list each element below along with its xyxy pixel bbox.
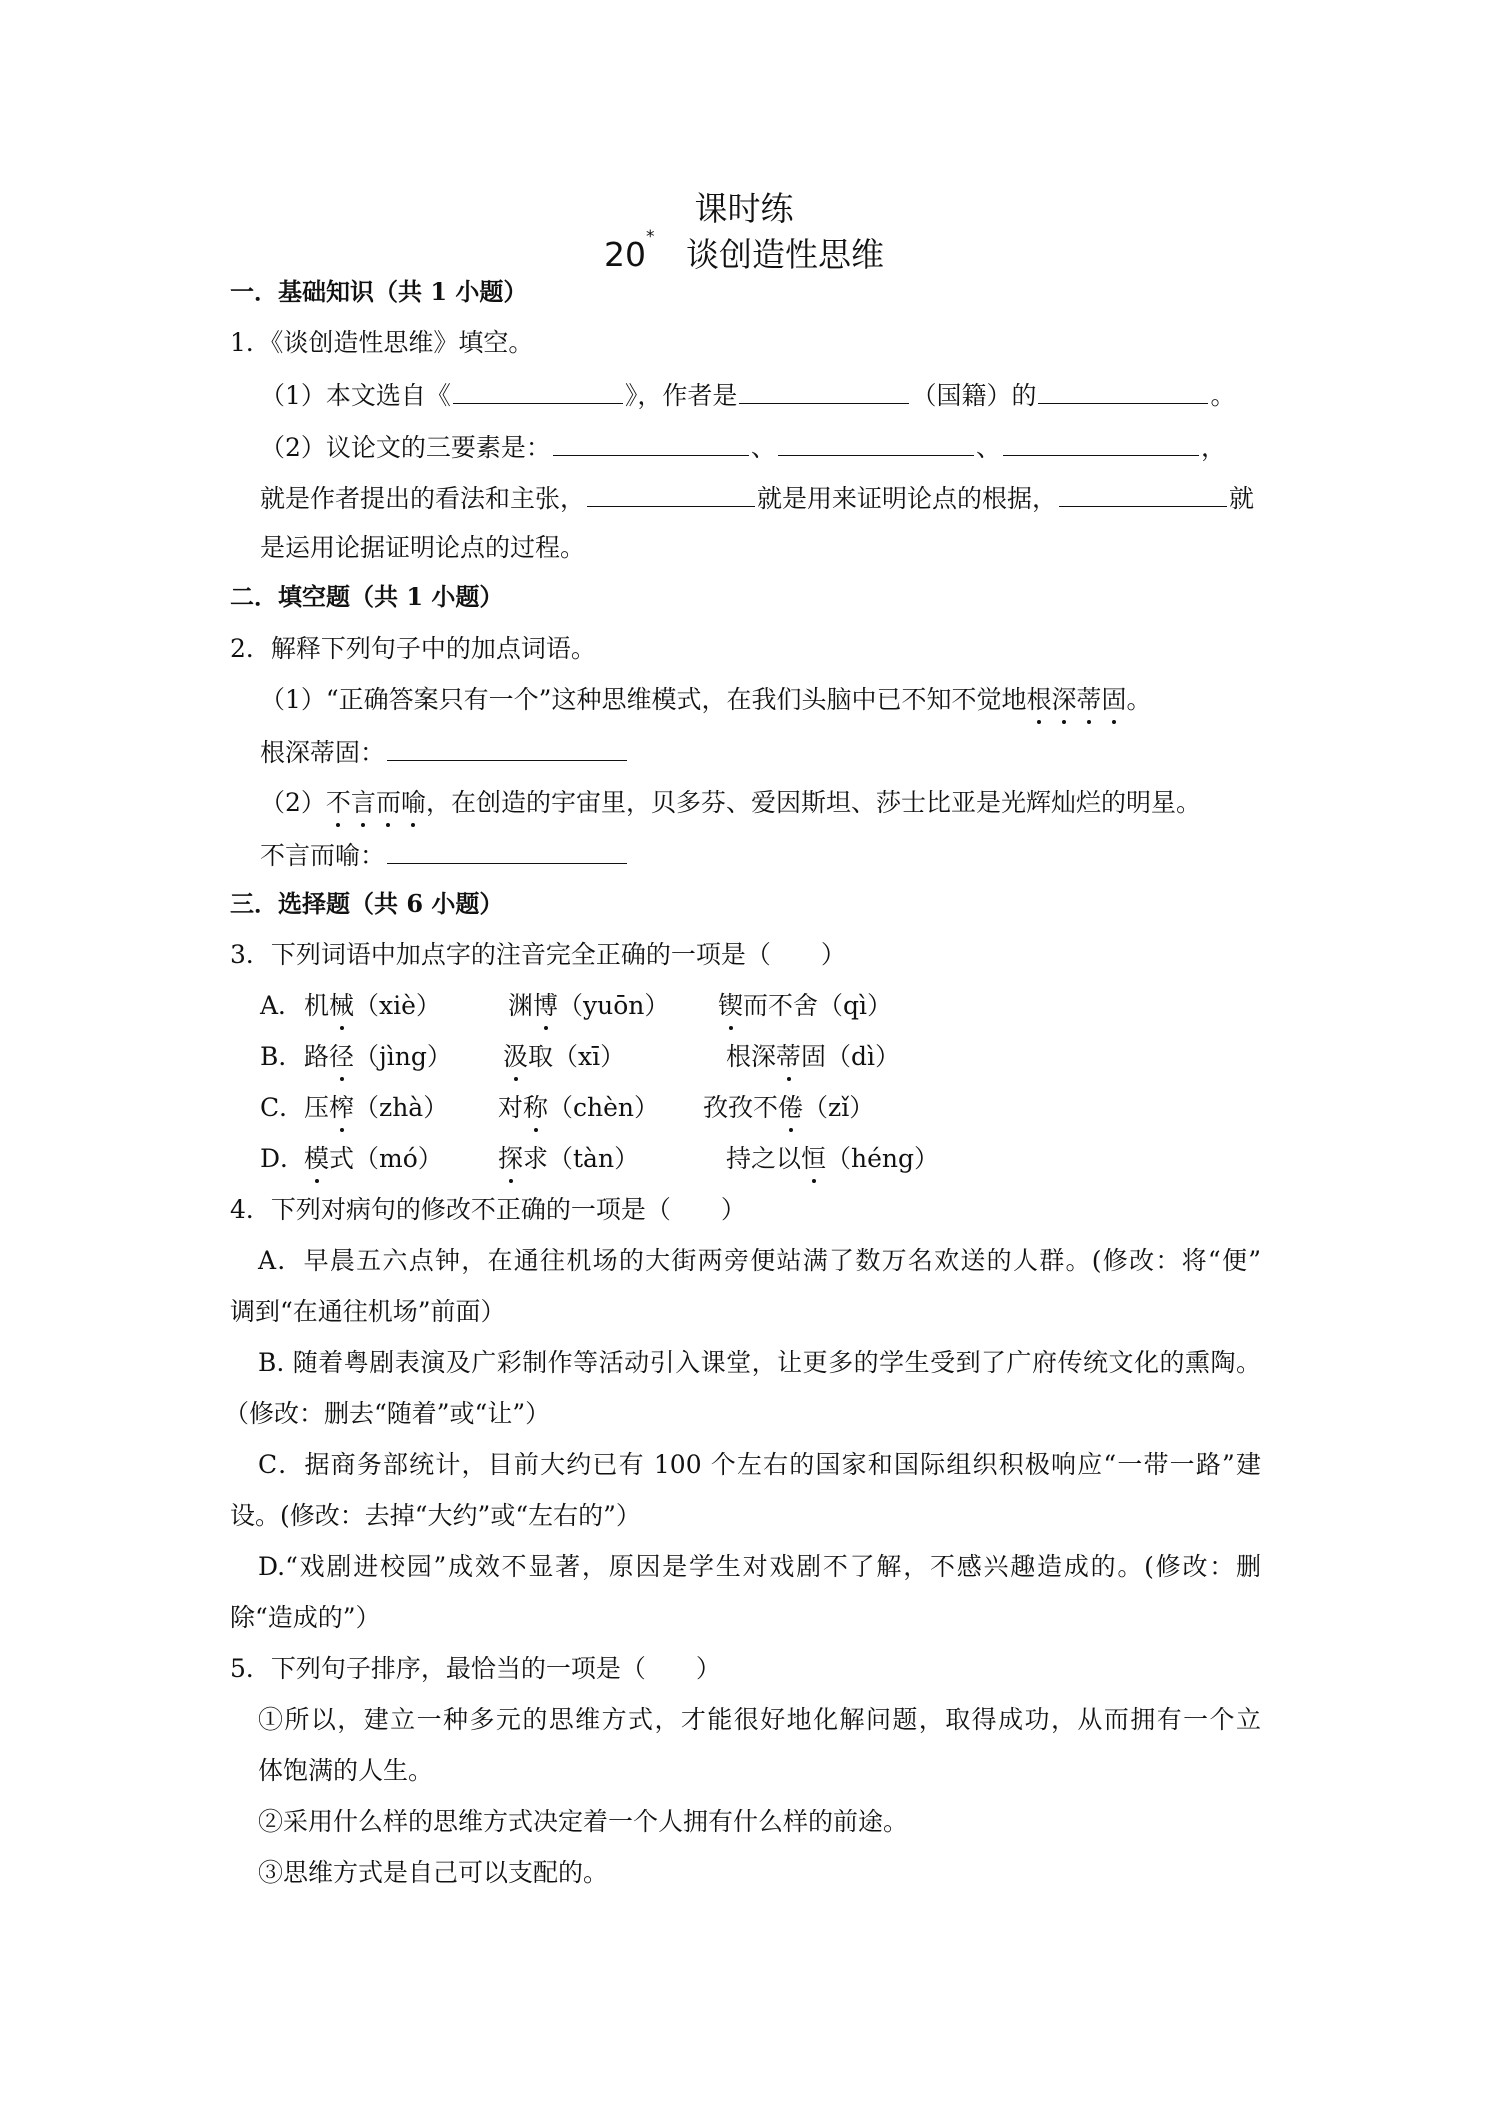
- q1-blank-nationality[interactable]: [739, 377, 909, 404]
- dotted-char: 称: [523, 1091, 548, 1125]
- option-word-pinyin: （chèn）: [548, 1093, 660, 1122]
- q4-option-c-cont: 设。(修改：去掉“大约”或“左右的”）: [230, 1501, 641, 1530]
- dotted-char: 深: [1052, 683, 1077, 717]
- option-word-pinyin: （zhà）: [354, 1093, 449, 1122]
- q1-blank-argument[interactable]: [587, 480, 755, 507]
- dotted-char: 汲: [503, 1040, 528, 1074]
- option-word-pinyin: （yuōn）: [558, 991, 670, 1020]
- q2-sentence-2: [260, 786, 1201, 820]
- q2-sentence-1-end: 。: [1126, 685, 1152, 714]
- q1-part1-text-a: （1）本文选自《: [260, 381, 451, 410]
- q2-sentence-2-text: ，在创造的宇宙里，贝多芬、爱因斯坦、莎士比亚是光辉灿烂的明星。: [425, 788, 1201, 817]
- option-letter: B．: [260, 1042, 304, 1071]
- lesson-number: 20: [604, 235, 646, 274]
- dotted-char: 探: [498, 1142, 523, 1176]
- option-word-text: 压: [304, 1093, 330, 1122]
- q1-stem: 1．《谈创造性思维》填空。: [230, 328, 534, 357]
- q1-blank-evidence[interactable]: [1059, 480, 1227, 507]
- q1-separator: 、: [750, 433, 776, 462]
- q1-blank-element-3[interactable]: [1003, 429, 1199, 456]
- option-letter: D．: [260, 1144, 306, 1173]
- q1-part1-text-b: 》，作者是: [624, 381, 738, 410]
- option-letter: C．: [260, 1093, 305, 1122]
- q4-option-d-cont: 除“造成的”）: [230, 1603, 381, 1632]
- dotted-char: 蒂: [776, 1040, 801, 1074]
- lesson-mark: *: [646, 227, 655, 247]
- dotted-char: 蒂: [1077, 683, 1102, 717]
- worksheet-title: 课时练: [694, 189, 794, 228]
- option-word-text: 持之以: [726, 1144, 802, 1173]
- q2-answer-2-label: 不言而喻：: [260, 841, 386, 870]
- option-word-text: 渊: [508, 991, 534, 1020]
- dotted-char: 喻: [401, 786, 426, 820]
- q1-part1: [260, 377, 1235, 413]
- dotted-char: 而: [376, 786, 401, 820]
- option-word-pinyin: 取（xī）: [528, 1042, 626, 1071]
- q1-part1-text-d: 。: [1210, 381, 1236, 410]
- dotted-char: 言: [351, 786, 376, 820]
- option-word-pinyin: （zǐ）: [803, 1093, 875, 1122]
- q5-item-1-cont: 体饱满的人生。: [258, 1756, 434, 1785]
- q1-part1-text-c: （国籍）的: [911, 381, 1037, 410]
- q2-answer-2: [260, 837, 629, 873]
- q1-part3-text-b: 就是用来证明论点的根据，: [757, 484, 1058, 513]
- option-word-text: 孜孜不: [703, 1093, 779, 1122]
- q5-stem: 5．下列句子排序，最恰当的一项是（ ）: [230, 1654, 721, 1683]
- q2-sentence-1-text: （1）“正确答案只有一个”这种思维模式，在我们头脑中已不知不觉地: [260, 685, 1027, 714]
- q3-stem: 3．下列词语中加点字的注音完全正确的一项是（ ）: [230, 940, 846, 969]
- q4-option-d[interactable]: D.“戏剧进校园”成效不显著，原因是学生对戏剧不了解，不感兴趣造成的。(修改：删: [258, 1552, 1261, 1581]
- q1-part3-text-a: 就是作者提出的看法和主张，: [260, 484, 586, 513]
- q1-separator: 、: [975, 433, 1001, 462]
- q1-blank-source[interactable]: [453, 377, 623, 404]
- option-letter: A．: [260, 991, 304, 1020]
- option-word-text: 机: [304, 991, 330, 1020]
- q2-answer-1-label: 根深蒂固：: [260, 738, 386, 767]
- option-word-pinyin: 而不舍（qì）: [743, 991, 893, 1020]
- q1-part2-text: （2）议论文的三要素是：: [260, 433, 551, 462]
- dotted-char: 锲: [718, 989, 743, 1023]
- option-word-pinyin: 求（tàn）: [523, 1144, 640, 1173]
- lesson-heading: [0, 229, 1488, 276]
- q4-option-a[interactable]: A．早晨五六点钟，在通往机场的大街两旁便站满了数万名欢送的人群。(修改：将“便”: [258, 1246, 1261, 1275]
- q1-part3: [260, 480, 1254, 516]
- dotted-char: 恒: [801, 1142, 826, 1176]
- option-word-pinyin: 式（mó）: [329, 1144, 443, 1173]
- dotted-char: 博: [533, 989, 558, 1023]
- dotted-char: 模: [304, 1142, 329, 1176]
- q4-option-b-cont: （修改：删去“随着”或“让”）: [224, 1399, 551, 1428]
- option-word-text: 根深: [726, 1042, 777, 1071]
- q1-blank-element-1[interactable]: [553, 429, 749, 456]
- dotted-char: 固: [1102, 683, 1127, 717]
- option-word-text: 路: [304, 1042, 330, 1071]
- q1-blank-author[interactable]: [1038, 377, 1208, 404]
- option-word-pinyin: （xiè）: [354, 991, 441, 1020]
- q2-sentence-1: [260, 683, 1152, 717]
- q4-option-a-cont: 调到“在通往机场”前面）: [230, 1297, 506, 1326]
- q2-sentence-2-prefix: （2）: [260, 788, 326, 817]
- q1-part2-end: ，: [1200, 433, 1226, 462]
- option-word-pinyin: 固（dì）: [801, 1042, 901, 1071]
- dotted-char: 不: [326, 786, 351, 820]
- dotted-char: 榨: [329, 1091, 354, 1125]
- q2-answer-1: [260, 734, 629, 770]
- q2-blank-2[interactable]: [387, 837, 627, 864]
- dotted-char: 倦: [778, 1091, 803, 1125]
- q1-part3-text-c: 就: [1229, 484, 1255, 513]
- q4-option-b[interactable]: B. 随着粤剧表演及广彩制作等活动引入课堂，让更多的学生受到了广府传统文化的熏陶。: [258, 1348, 1261, 1377]
- q2-stem: 2．解释下列句子中的加点词语。: [230, 634, 596, 663]
- q1-part4: 是运用论据证明论点的过程。: [260, 533, 586, 562]
- section-heading-fill: 二．填空题（共 1 小题）: [230, 582, 504, 611]
- option-word-pinyin: （jìng）: [354, 1042, 452, 1071]
- section-heading-choice: 三．选择题（共 6 小题）: [230, 889, 504, 918]
- q4-option-c[interactable]: C．据商务部统计，目前大约已有 100 个左右的国家和国际组织积极响应“一带一路”建: [258, 1450, 1261, 1479]
- q1-blank-element-2[interactable]: [778, 429, 974, 456]
- dotted-char: 根: [1026, 683, 1051, 717]
- lesson-title: 谈创造性思维: [685, 235, 884, 274]
- q1-part2: [260, 429, 1226, 465]
- option-word-text: 对: [498, 1093, 524, 1122]
- q5-item-1: ①所以，建立一种多元的思维方式，才能很好地化解问题，取得成功，从而拥有一个立: [258, 1705, 1261, 1734]
- section-heading-basics: 一．基础知识（共 1 小题）: [230, 277, 528, 306]
- option-word-pinyin: （héng）: [826, 1144, 940, 1173]
- dotted-char: 械: [329, 989, 354, 1023]
- dotted-char: 径: [329, 1040, 354, 1074]
- q5-item-2: ②采用什么样的思维方式决定着一个人拥有什么样的前途。: [258, 1807, 909, 1836]
- q4-stem: 4．下列对病句的修改不正确的一项是（ ）: [230, 1195, 746, 1224]
- q5-item-3: ③思维方式是自己可以支配的。: [258, 1858, 609, 1887]
- q2-blank-1[interactable]: [387, 734, 627, 761]
